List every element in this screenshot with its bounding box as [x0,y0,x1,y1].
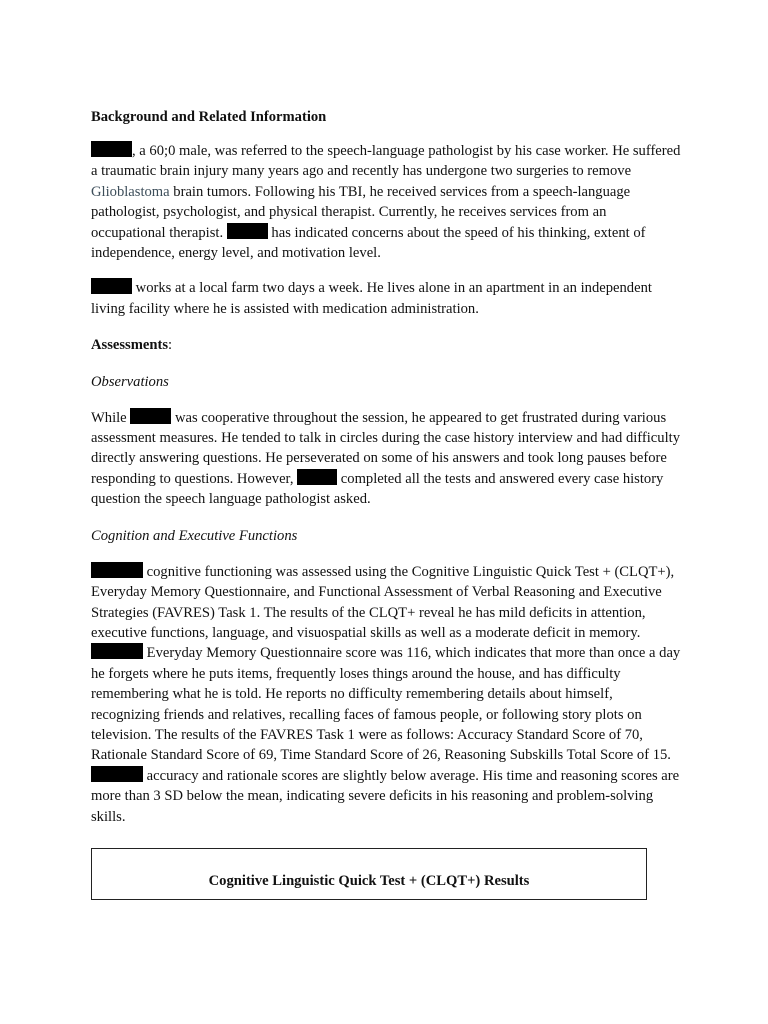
cognition-paragraph: cognitive functioning was assessed using the Cognitive Linguistic Quick Test + (CLQT+), Everyday Memory Questionnaire, and Functional Assessment of Verbal Reasoning and Executive Strategies (FAVRES) Task 1. The results of the CLQT+ reveal he has mild deficits in attention, executive functions, language, and visuospatial skills as well as a moderate deficit in memory. Everyday Memory Questionnaire score was 116, which indicates that more than once a day he forgets where he puts items, frequently loses things around the house, and has difficulty remembering what he is told. He reports no difficulty remembering details about himself, recognizing friends and relatives, recalling faces of famous people, or following story plots on television. The results of the FAVRES Task 1 were as follows: Accuracy Standard Score of 70, Rationale Standard Score of 69, Time Standard Score of 26, Reasoning Subskills Total Score of 15. accuracy and rationale scores are slightly below average. His time and reasoning scores are more than 3 SD below the mean, indicating severe deficits in his reasoning and problem-solving skills. [91,563,681,825]
clqt-results-table-header [91,848,647,900]
background-paragraph-1: , a 60;0 male, was referred to the speech-language pathologist by his case worker. He suffered a traumatic brain injury many years ago and recently has undergone two surgeries to remove Glioblastoma brain tumors. Following his TBI, he received services from a speech-language pathologist, psychologist, and physical therapist. Currently, he receives services from an occupational therapist. has indicated concerns about the speed of his thinking, extent of independence, energy level, and motivation level. [91,143,681,262]
assessments-heading: Assessments: [91,337,173,354]
redacted-name [91,141,132,157]
document-body [91,107,681,827]
cognition-heading: Cognition and Executive Functions [91,527,298,544]
redacted-name [91,562,143,578]
redacted-name [91,278,132,294]
observations-heading: Observations [91,373,169,390]
clqt-results-title: Cognitive Linguistic Quick Test + (CLQT+) Results [208,873,530,889]
redacted-name [91,643,143,659]
redacted-name [297,469,337,485]
redacted-name [130,408,171,424]
background-heading: Background and Related Information [91,109,327,125]
redacted-name [227,223,268,239]
glioblastoma-link[interactable]: Glioblastoma [91,183,170,200]
redacted-name [91,766,143,782]
background-paragraph-2: works at a local farm two days a week. He lives alone in an apartment in an independent living facility where he is assisted with medication administration. [91,280,652,317]
observations-paragraph: While was cooperative throughout the session, he appeared to get frustrated during various assessment measures. He tended to talk in circles during the case history interview and had difficulty directly answering questions. He perseverated on some of his answers and took long pauses before responding to questions. However, completed all the tests and answered every case history question the speech language pathologist asked. [91,409,680,508]
